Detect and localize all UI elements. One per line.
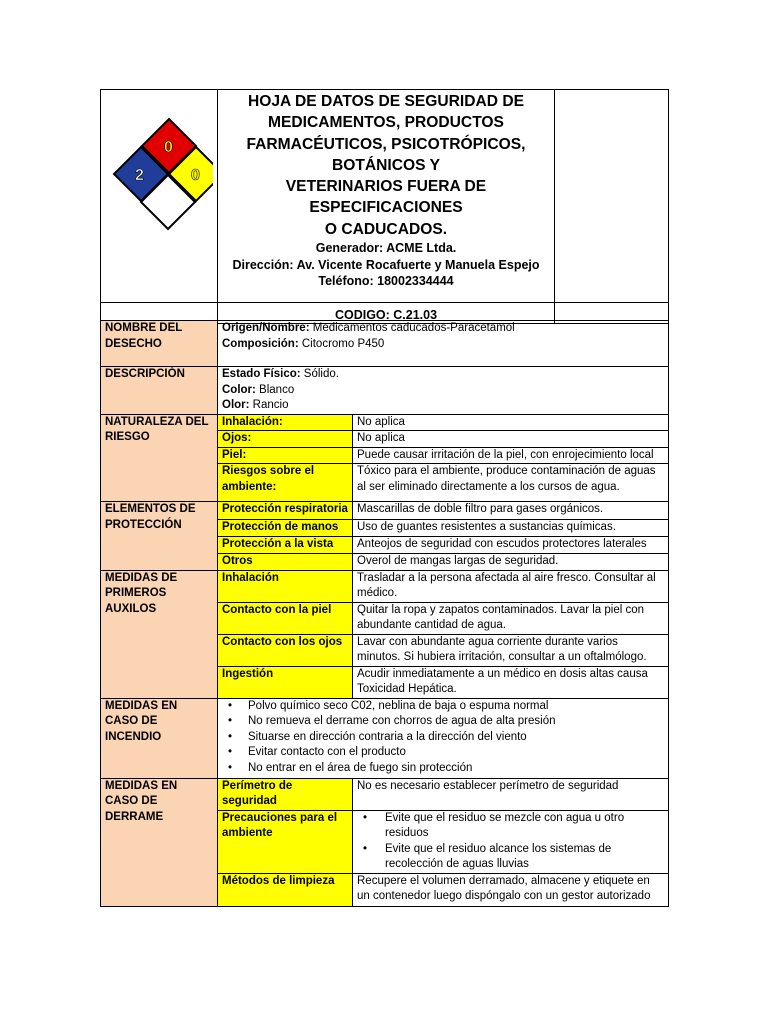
list-item: • No remueva el derrame con chorros de agua de alta presión xyxy=(222,714,664,730)
row-key: Precauciones para el ambiente xyxy=(218,810,353,873)
row-value: Mascarillas de doble filtro para gases orgánicos. xyxy=(353,502,669,520)
row-key: Riesgos sobre el ambiente: xyxy=(218,464,353,502)
section-label: MEDIDAS EN CASO DE DERRAME xyxy=(101,778,218,906)
header-table xyxy=(100,89,669,324)
table-row xyxy=(101,570,669,602)
list-item: • Evite que el residuo se mezcle con agua u otro residuos xyxy=(357,811,664,842)
list-item: • Evite que el residuo alcance los sistemas de recolección de aguas lluvias xyxy=(357,842,664,873)
flammability-rating: 0 xyxy=(164,139,173,156)
row-key: Protección de manos xyxy=(218,520,353,537)
row-key: Contacto con los ojos xyxy=(218,634,353,666)
table-row xyxy=(101,778,669,810)
incendio-list-cell xyxy=(218,698,669,778)
table-row xyxy=(101,367,669,415)
row-value: Quitar la ropa y zapatos contaminados. Lavar la piel con abundante cantidad de agua. xyxy=(353,602,669,634)
row-value: Overol de mangas largas de seguridad. xyxy=(353,554,669,571)
row-value xyxy=(353,810,669,873)
precauciones-list xyxy=(357,811,664,873)
row-key: Contacto con la piel xyxy=(218,602,353,634)
row-value: No es necesario establecer perímetro de seguridad xyxy=(353,778,669,810)
row-value: No aplica xyxy=(353,431,669,448)
row-value: Uso de guantes resistentes a sustancias químicas. xyxy=(353,520,669,537)
row-value: Lavar con abundante agua corriente durante varios minutos. Si hubiera irritación, consultar a un oftalmólogo. xyxy=(353,634,669,666)
title-cell xyxy=(218,90,555,324)
descripcion-value: Estado Físico: Sólido. Color: Blanco Olor: Rancio xyxy=(218,367,669,415)
table-row xyxy=(101,698,669,778)
row-value: Trasladar a la persona afectada al aire fresco. Consultar al médico. xyxy=(353,570,669,602)
section-label: NATURALEZA DEL RIESGO xyxy=(101,414,218,502)
section-label: MEDIDAS EN CASO DE INCENDIO xyxy=(101,698,218,778)
section-label: ELEMENTOS DE PROTECCIÓN xyxy=(101,502,218,571)
row-key: Ingestión xyxy=(218,666,353,698)
row-key: Ojos: xyxy=(218,431,353,448)
row-key: Piel: xyxy=(218,447,353,464)
row-value: Acudir inmediatamente a un médico en dosis altas causa Toxicidad Hepática. xyxy=(353,666,669,698)
row-key: Inhalación: xyxy=(218,414,353,431)
list-item: • Polvo químico seco C02, neblina de baja o espuma normal xyxy=(222,699,664,715)
document-title: HOJA DE DATOS DE SEGURIDAD DE MEDICAMENTOS, PRODUCTOS FARMACÉUTICOS, PSICOTRÓPICOS, BOTÁNICOS Y VETERINARIOS FUERA DE ESPECIFICACIONES O CADUCADOS. xyxy=(246,93,526,238)
direccion: Dirección: Av. Vicente Rocafuerte y Manuela Espejo xyxy=(232,257,540,272)
spacer-row xyxy=(101,303,669,321)
empty-header-cell xyxy=(555,90,669,324)
row-key: Protección a la vista xyxy=(218,537,353,554)
table-row xyxy=(101,502,669,520)
nfpa-cell xyxy=(101,90,218,324)
row-key: Perímetro de seguridad xyxy=(218,778,353,810)
table-row xyxy=(101,321,669,367)
row-key: Métodos de limpieza xyxy=(218,873,353,906)
row-value: Puede causar irritación de la piel, con enrojecimiento local xyxy=(353,447,669,464)
incendio-list xyxy=(222,699,664,777)
list-item: • Situarse en dirección contraria a la dirección del viento xyxy=(222,730,664,746)
codigo: CODIGO: C.21.03 xyxy=(334,307,438,322)
row-value: Anteojos de seguridad con escudos protectores laterales xyxy=(353,537,669,554)
health-rating: 2 xyxy=(135,167,144,184)
table-row xyxy=(101,414,669,431)
list-item: • Evitar contacto con el producto xyxy=(222,745,664,761)
list-item: • No entrar en el área de fuego sin protección xyxy=(222,761,664,777)
section-label: DESCRIPCIÓN xyxy=(101,367,218,415)
row-value: No aplica xyxy=(353,414,669,431)
row-value: Tóxico para el ambiente, produce contaminación de aguas al ser eliminado directamente a los cursos de agua. xyxy=(353,464,669,502)
generador: Generador: ACME Ltda. xyxy=(315,241,457,256)
row-key: Protección respiratoria xyxy=(218,502,353,520)
nombre-value: Origen/Nombre: Medicamentos caducados-Paracetamol Composición: Citocromo P450 xyxy=(218,321,669,367)
nfpa-diamond-icon xyxy=(101,90,213,303)
reactivity-rating: 0 xyxy=(191,167,200,184)
row-key: Inhalación xyxy=(218,570,353,602)
section-label: MEDIDAS DE PRIMEROS AUXILOS xyxy=(101,570,218,698)
telefono: Teléfono: 18002334444 xyxy=(318,274,454,289)
row-value: Recupere el volumen derramado, almacene y etiquete en un contenedor luego dispóngalo con un gestor autorizado xyxy=(353,873,669,906)
safety-table xyxy=(100,302,669,907)
row-key: Otros xyxy=(218,554,353,571)
section-label: NOMBRE DEL DESECHO xyxy=(101,321,218,367)
